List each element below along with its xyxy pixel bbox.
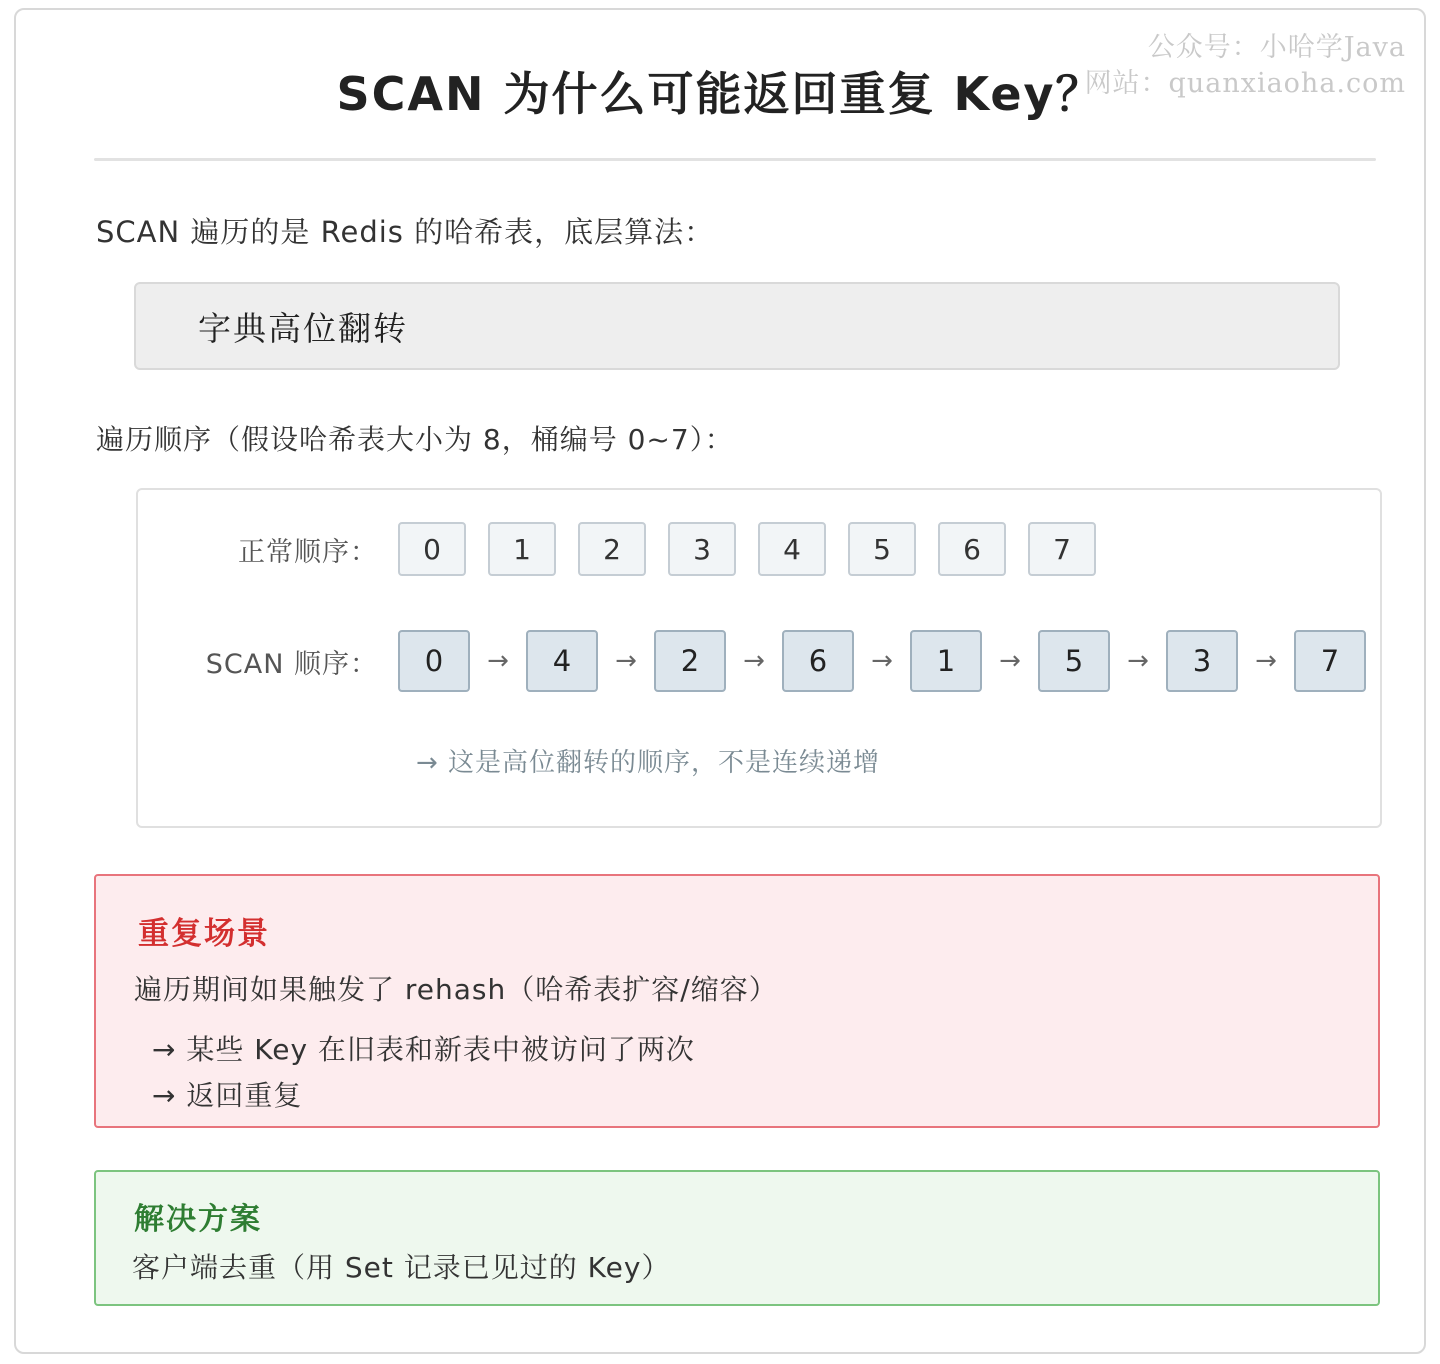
arrow-right-icon: → [999,646,1021,676]
scan-order-row [178,630,1366,692]
algorithm-box [134,282,1340,370]
normal-cell: 7 [1028,522,1096,576]
scan-order-label: SCAN 顺序： [205,648,378,680]
arrow-right-icon: → [743,646,765,676]
normal-order-label: 正常顺序： [238,536,378,568]
duplicate-case-line-1: → 某些 Key 在旧表和新表中被访问了两次 [152,1033,695,1066]
order-section-label: 遍历顺序（假设哈希表大小为 8，桶编号 0~7）： [96,423,734,456]
title-divider [94,158,1376,161]
arrow-right-icon: → [487,646,509,676]
arrow-right-icon: → [1255,646,1277,676]
watermark-line-2: 网站：quanxiaoha.com [1084,68,1406,100]
scan-cell: 0 [398,630,470,692]
scan-cell: 6 [782,630,854,692]
solution-text: 客户端去重（用 Set 记录已见过的 Key） [132,1251,671,1284]
normal-cell: 0 [398,522,466,576]
normal-cell: 1 [488,522,556,576]
scan-cell: 7 [1294,630,1366,692]
duplicate-case-text: 遍历期间如果触发了 rehash（哈希表扩容/缩容） [134,973,778,1006]
scan-cell: 5 [1038,630,1110,692]
normal-cell: 6 [938,522,1006,576]
arrow-right-icon: → [871,646,893,676]
arrow-right-icon: → [615,646,637,676]
arrow-right-icon: → [1127,646,1149,676]
order-note: → 这是高位翻转的顺序，不是连续递增 [416,748,881,778]
scan-cell: 2 [654,630,726,692]
order-panel [136,488,1382,828]
normal-cell: 4 [758,522,826,576]
algorithm-label: 字典高位翻转 [198,308,408,348]
normal-cell: 3 [668,522,736,576]
duplicate-case-line-2: → 返回重复 [152,1079,303,1112]
solution-box [94,1170,1380,1306]
page-title: SCAN 为什么可能返回重复 Key？ [336,67,1104,121]
normal-cell: 5 [848,522,916,576]
duplicate-case-title: 重复场景 [138,916,270,952]
lead-text: SCAN 遍历的是 Redis 的哈希表，底层算法： [96,215,715,249]
scan-cell: 3 [1166,630,1238,692]
scan-cell: 4 [526,630,598,692]
normal-order-row [178,522,1118,576]
scan-cell: 1 [910,630,982,692]
watermark-line-1: 公众号：小哈学Java [1147,32,1406,63]
solution-title: 解决方案 [134,1202,262,1237]
diagram-card [14,8,1426,1354]
normal-cell: 2 [578,522,646,576]
duplicate-case-box [94,874,1380,1128]
